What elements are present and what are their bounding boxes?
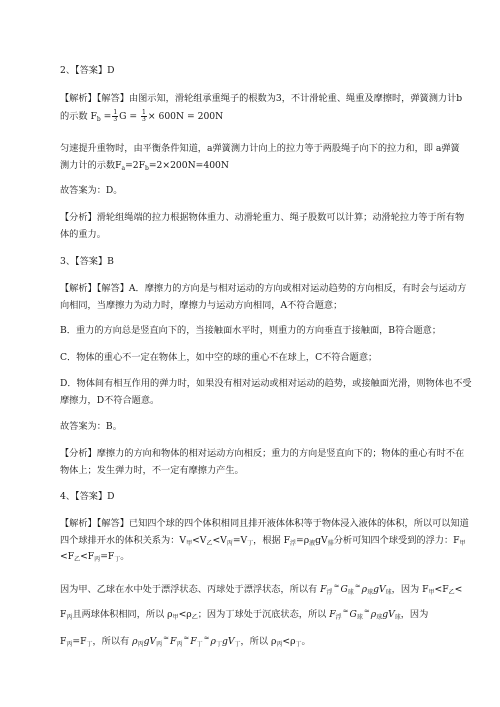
fraction-one-third: $\frac{1}{3}$ [113,109,118,123]
q2-analysis-line1: 【解析】【解答】由图示知，滑轮组承重绳子的根数为3，不计滑轮重、绳重及摩擦时，弹簧测力计b [60,93,463,104]
q2-analysis-line3: 匀速提升重物时，由平衡条件知道，a弹簧测力计向上的拉力等于两股绳子向下的拉力和，即 a弹簧 [60,143,460,154]
q2-answer: 2、【答案】D [60,65,115,76]
q3-summary-line2: 物体上；发生弹力时，不一定有摩擦力产生。 [60,465,244,476]
q3-result: 故答案为：B。 [60,421,122,432]
q2-summary-line2: 体的重力。 [60,229,106,240]
q4-analysis-line6: $F_丙=F_丁$，所以有 $\rho_丙gV_丙^\approx F_丙^\approx F_丁^\approx\rho_丁gV_丁$，所以 $\rho_丙<\rho_丁$。 [60,634,311,648]
q4-analysis-line5: $F_丙$且两球体积相同，所以 $\rho_甲<\rho_乙$；因为丁球处于沉底状态，所以 $F_浮^\approx G_球^\approx\rho_球gV_球$，因为 [60,607,429,621]
q3-summary-line1: 【分析】摩擦力的方向和物体的相对运动方向相反；重力的方向是竖直向下的；物体的重心有时不在 [60,448,465,459]
q3-analysis-b: B．重力的方向总是竖直向下的，当接触面水平时，则重力的方向垂直于接触面，B符合题意； [60,325,442,336]
q3-answer: 3、【答案】B [60,256,114,267]
q2-analysis-line4: 测力计的示数$F_a=2F_b=2\times 200N=400N$ [60,160,229,172]
fraction-one-third-2: $\frac{1}{3}$ [142,109,146,123]
q3-analysis-a-line2: 向相同，当摩擦力为动力时，摩擦力与运动方向相同，A不符合题意； [60,300,343,311]
q3-analysis-c: C．物体的重心不一定在物体上，如中空的球的重心不在球上，C不符合题意； [60,352,378,363]
q4-analysis-line3: $<F_乙<F_丙=F_丁$。 [60,551,130,563]
q3-analysis-a-line1: 【解析】【解答】A．摩擦力的方向是与相对运动的方向或相对运动趋势的方向相反，有时会与运动方 [60,283,467,294]
q4-analysis-line4: 因为甲、乙球在水中处于漂浮状态、丙球处于漂浮状态，所以有 $F_浮^\approx G_球^\approx\rho_球gV_球$，因为 $F_甲<F_乙<$ [60,582,463,596]
q3-analysis-d-line2: 摩擦力，D不符合题意。 [60,395,160,406]
q3-analysis-d-line1: D．物体间有相互作用的弹力时，如果没有相对运动或相对运动的趋势，或接触面光滑，则物体也不受 [60,378,472,389]
q2-analysis-line2: 的示数 $F_b$ = $\frac{1}{3}$ G = $\frac{1}{3}$ × 600N = 200N [60,109,224,123]
q4-analysis-line2: 四个球排开水的体积关系为：$V_甲<V_乙<V_丙=V_丁$，根据 $F_浮=\rho_液gV_排$分析可知四个球受到的浮力：$F_甲$ [60,535,466,547]
q4-answer: 4、【答案】D [60,491,115,502]
q4-analysis-line1: 【解析】【解答】已知四个球的四个体积相同且排开液体体积等于物体浸入液体的体积，所以可以知道 [60,518,469,529]
q2-summary-line1: 【分析】滑轮组绳端的拉力根据物体重力、动滑轮重力、绳子股数可以计算；动滑轮拉力等于所有物 [60,212,465,223]
q2-result: 故答案为：D。 [60,185,123,196]
